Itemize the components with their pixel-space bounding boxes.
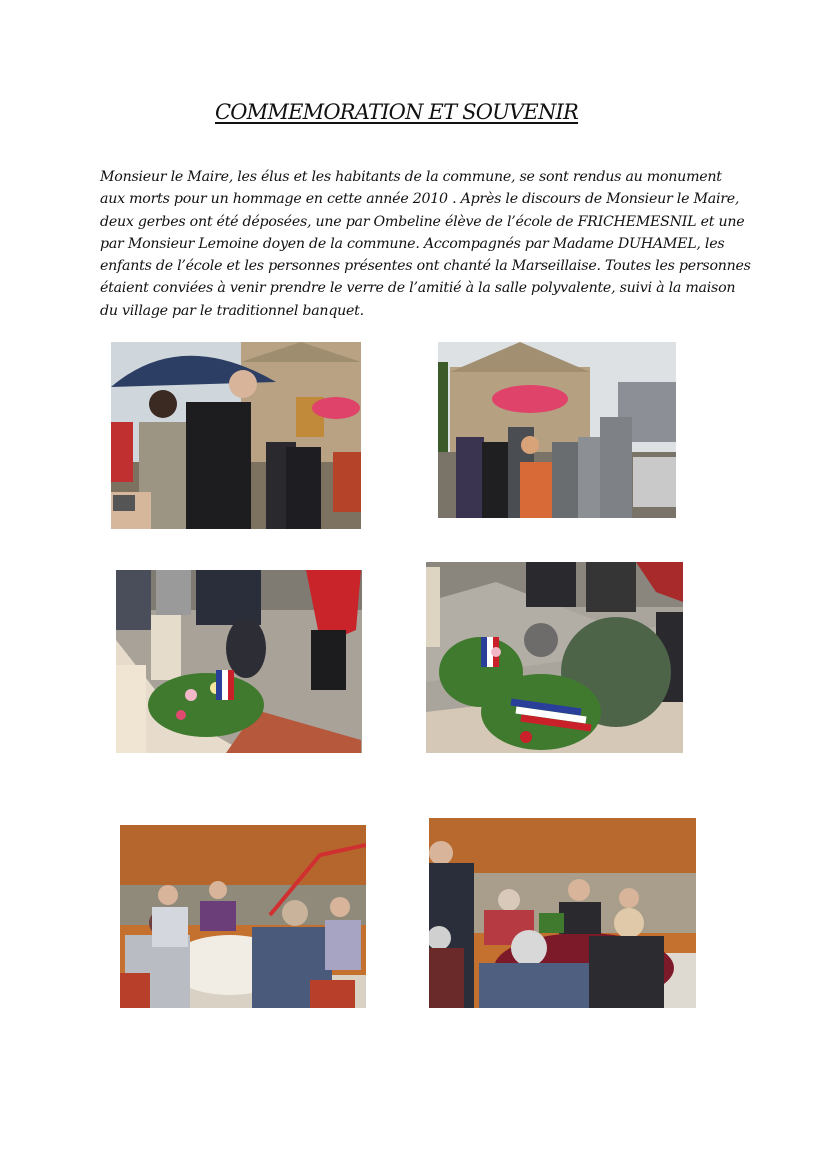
page-title: COMMEMORATION ET SOUVENIR: [215, 100, 579, 124]
article-paragraph: [100, 166, 751, 322]
paragraph-line: aux morts pour un hommage en cette année 2010 . Après le discours de Monsieur le Maire,: [100, 191, 740, 208]
photo-mayor-speech: [111, 342, 361, 529]
paragraph-line: Monsieur le Maire, les élus et les habitants de la commune, se sont rendus au monument: [100, 169, 722, 185]
paragraph-line: deux gerbes ont été déposées, une par Ombeline élève de l’école de FRICHEMESNIL et une: [100, 213, 745, 230]
photo-elder-wreath: [426, 562, 683, 753]
photo-child-wreath: [116, 570, 362, 753]
paragraph-line: par Monsieur Lemoine doyen de la commune. Accompagnés par Madame DUHAMEL, les: [100, 235, 725, 252]
paragraph-line: du village par le traditionnel banquet.: [100, 302, 364, 319]
paragraph-line: enfants de l’école et les personnes présentes ont chanté la Marseillaise. Toutes les personnes: [100, 258, 751, 275]
photo-children-chapel: [438, 342, 676, 518]
photo-banquet-right: [429, 818, 696, 1008]
paragraph-line: étaient conviées à venir prendre le verre de l’amitié à la salle polyvalente, suivi à la maison: [100, 280, 736, 297]
photo-banquet-left: [120, 825, 366, 1008]
